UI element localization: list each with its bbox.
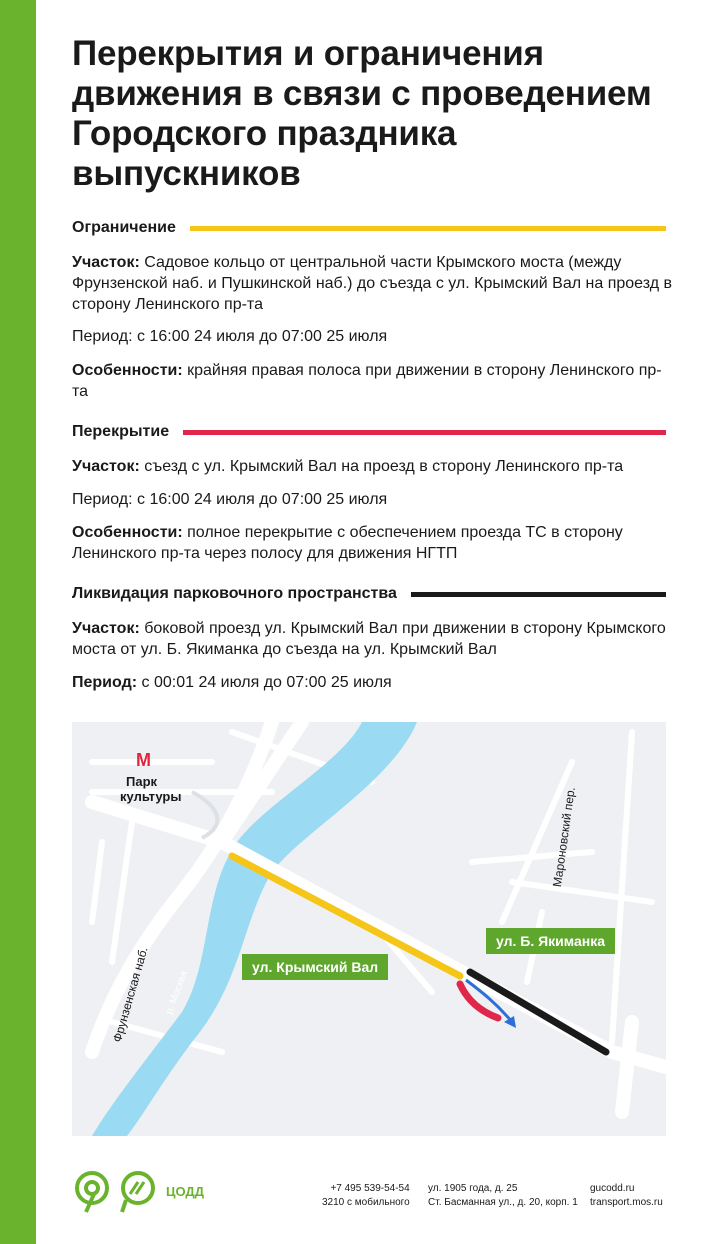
phone-mobile: 3210 с мобильного	[322, 1197, 410, 1208]
route-map	[72, 722, 666, 1136]
features-label: Особенности:	[72, 362, 183, 379]
yakimanka-label: ул. Б. Якиманка	[486, 928, 615, 954]
krymsky-val-label: ул. Крымский Вал	[242, 954, 388, 980]
section-heading-label: Перекрытие	[72, 423, 170, 440]
section-closure-heading	[72, 422, 666, 442]
section-parking-heading	[72, 584, 666, 604]
features-text: крайняя правая полоса при движении в сторону Ленинского пр-та	[72, 362, 662, 400]
closure-color-line	[183, 430, 666, 435]
metro-icon: М	[136, 750, 151, 770]
closure-period	[72, 489, 672, 510]
section-restriction-heading	[72, 218, 666, 238]
parking-area	[72, 618, 672, 660]
area-text: боковой проезд ул. Крымский Вал при движении в сторону Крымского моста от ул. Б. Якиманка до съезда на ул. Крымский Вал	[72, 620, 666, 658]
period-text: с 00:01 24 июля до 07:00 25 июля	[137, 674, 392, 691]
period-label: Период:	[72, 674, 138, 691]
area-text: съезд с ул. Крымский Вал на проезд в сторону Ленинского пр-та	[139, 458, 624, 475]
maronovsky-label: Мароновский пер.	[550, 786, 578, 888]
metro-name-line1: Парк	[126, 774, 158, 789]
metro-name-line2: культуры	[120, 789, 182, 804]
footer	[72, 1170, 672, 1220]
restriction-period	[72, 326, 672, 347]
phone-primary: +7 495 539-54-54	[330, 1183, 410, 1194]
closure-area	[72, 456, 672, 477]
codd-logo-icon	[118, 1170, 158, 1214]
parking-color-line	[411, 592, 666, 597]
site-transport[interactable]: transport.mos.ru	[590, 1197, 663, 1208]
transport-logo-icon	[72, 1170, 112, 1214]
restriction-features	[72, 360, 672, 402]
address-2: Ст. Басманная ул., д. 20, корп. 1	[428, 1197, 578, 1208]
period-label: Период:	[72, 328, 133, 345]
metro-station-label	[120, 774, 181, 804]
restriction-color-line	[190, 226, 666, 231]
area-label: Участок:	[72, 620, 140, 637]
frunzenskaya-label: Фрунзенская наб.	[110, 945, 151, 1044]
section-heading-label: Ликвидация парковочного пространства	[72, 585, 397, 602]
left-green-stripe	[0, 0, 36, 1244]
closure-features	[72, 522, 672, 564]
footer-addresses	[428, 1182, 578, 1210]
footer-sites	[590, 1182, 663, 1210]
footer-phones	[322, 1182, 410, 1210]
features-text: полное перекрытие с обеспечением проезда ТС в сторону Ленинского пр-та через полосу для движения НГТП	[72, 524, 623, 562]
area-label: Участок:	[72, 458, 140, 475]
area-label: Участок:	[72, 254, 140, 271]
page-title: Перекрытия и ограничения движения в связи с проведением Городского праздника выпускников	[72, 34, 652, 193]
restriction-area	[72, 252, 672, 315]
codd-logo-text: ЦОДД	[166, 1184, 204, 1199]
period-text: с 16:00 24 июля до 07:00 25 июля	[132, 328, 388, 345]
period-text: с 16:00 24 июля до 07:00 25 июля	[132, 491, 388, 508]
address-1: ул. 1905 года, д. 25	[428, 1183, 518, 1194]
features-label: Особенности:	[72, 524, 183, 541]
section-heading-label: Ограничение	[72, 219, 176, 236]
site-gucodd[interactable]: gucodd.ru	[590, 1183, 635, 1194]
area-text: Садовое кольцо от центральной части Крымского моста (между Фрунзенской наб. и Пушкинской наб.) до съезда с ул. Крымский Вал на проезд в сторону Ленинского пр-та	[72, 254, 672, 313]
parking-period	[72, 672, 672, 693]
river-label: р. Москва	[164, 969, 190, 1016]
period-label: Период:	[72, 491, 133, 508]
